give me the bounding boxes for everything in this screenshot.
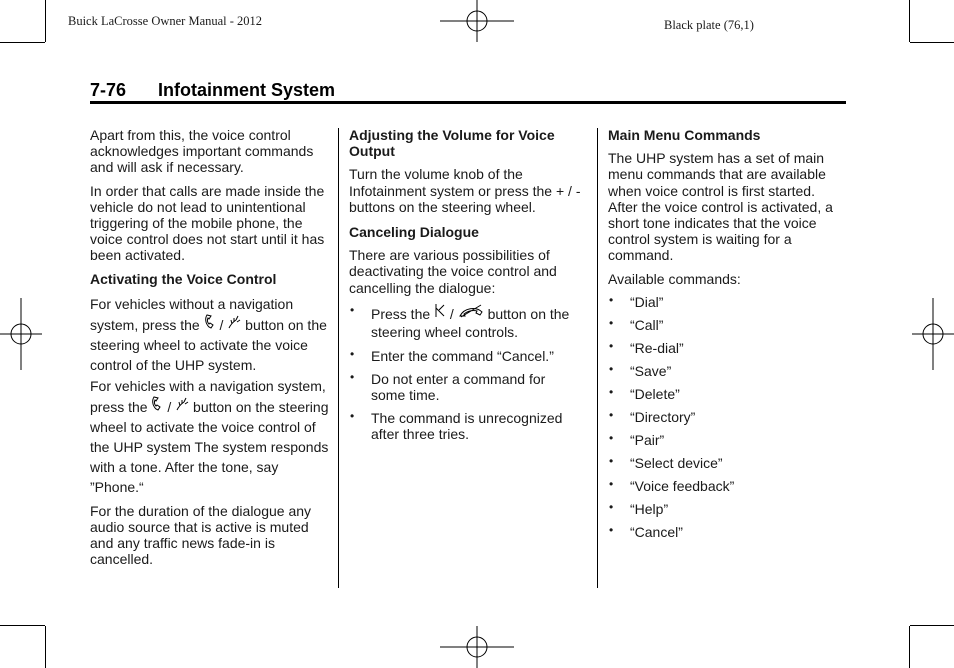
subheading-cancel: Canceling Dialogue — [349, 224, 479, 241]
crop-mark — [910, 625, 954, 626]
command-text: “Dial” — [630, 293, 664, 310]
voice-icon — [175, 396, 189, 414]
bullet: • — [609, 384, 614, 399]
command-text: “Directory” — [630, 408, 696, 425]
heading-rule — [90, 101, 846, 104]
command-item — [608, 409, 840, 425]
crop-mark — [909, 626, 910, 668]
list-item — [349, 348, 581, 364]
list-item — [349, 371, 581, 403]
paragraph: For vehicles without a navigation system, press the / button on the steering wheel to activate the voice control of the UHP system. — [90, 295, 327, 373]
command-text: “Re-dial” — [630, 339, 684, 356]
command-text: “Voice feedback” — [630, 477, 735, 494]
bullet: • — [609, 453, 614, 468]
paragraph-text: For vehicles with a navigation system, press the — [90, 377, 326, 415]
crop-mark — [909, 0, 910, 42]
command-text: “Delete” — [630, 385, 680, 402]
list-item — [349, 410, 581, 442]
command-item — [608, 432, 840, 448]
command-item — [608, 340, 840, 356]
list-item-text: Press the — [371, 305, 431, 322]
command-item — [608, 386, 840, 402]
crop-mark — [0, 42, 45, 43]
cancel-options-list — [349, 303, 581, 442]
bullet: • — [609, 407, 614, 422]
list-item-text: The command is unrecognized after three tries. — [371, 409, 563, 443]
paragraph: In order that calls are made inside the vehicle do not lead to unintentional triggering of the mobile phone, the voice control does not start until it has been activated. — [90, 182, 325, 264]
bullet: • — [609, 522, 614, 537]
command-text: “Pair” — [630, 431, 665, 448]
column-2 — [349, 127, 581, 449]
command-item — [608, 294, 840, 310]
command-item — [608, 317, 840, 333]
command-text: “Save” — [630, 362, 672, 379]
crop-mark — [910, 42, 954, 43]
command-item — [608, 363, 840, 379]
paragraph-text: For vehicles without a navigation system, press the — [90, 295, 294, 333]
bullet: • — [609, 292, 614, 307]
paragraph: For vehicles with a navigation system, press the / button on the steering wheel to activate the voice control of the UHP system The system responds with a tone. After the tone, say ”Phone.“ — [90, 377, 329, 495]
mute-icon — [434, 303, 446, 321]
hang-up-icon — [458, 304, 484, 321]
command-item — [608, 478, 840, 494]
subheading-activating: Activating the Voice Control — [90, 270, 277, 287]
registration-mark-right — [912, 296, 954, 372]
bullet: • — [609, 499, 614, 514]
list-item-text: Enter the command “Cancel.” — [371, 347, 554, 364]
command-text: “Cancel” — [630, 523, 683, 540]
paragraph: There are various possibilities of deactivating the voice control and cancelling the dialogue: — [349, 247, 557, 296]
bullet: • — [609, 476, 614, 491]
command-item — [608, 501, 840, 517]
paragraph: For the duration of the dialogue any audio source that is active is muted and any traffic news fade-in is cancelled. — [90, 502, 312, 568]
subheading-volume: Adjusting the Volume for Voice Output — [349, 127, 555, 160]
plate-label: Black plate (76,1) — [664, 18, 754, 32]
registration-mark-top — [438, 0, 516, 42]
column-1 — [90, 127, 330, 575]
bullet: • — [350, 408, 355, 423]
command-item — [608, 455, 840, 471]
paragraph-text: button on the steering wheel to activate the voice control of the UHP system The system responds with a tone. After the tone, say ”Phone.“ — [90, 398, 329, 495]
paragraph: Turn the volume knob of the Infotainment system or press the + / - buttons on the steering wheel. — [349, 166, 581, 215]
subheading-main-menu: Main Menu Commands — [608, 127, 761, 143]
bullet: • — [609, 338, 614, 353]
crop-mark — [0, 625, 45, 626]
column-divider — [597, 128, 598, 588]
paragraph-text: button on the steering wheel to activate the voice control of the UHP system. — [90, 316, 327, 373]
command-text: “Select device” — [630, 454, 723, 471]
list-item-text: button on the steering wheel controls. — [371, 305, 570, 340]
crop-mark — [45, 0, 46, 42]
bullet: • — [350, 302, 355, 317]
registration-mark-left — [0, 296, 42, 372]
bullet: • — [609, 315, 614, 330]
command-text: “Call” — [630, 316, 664, 333]
list-item-text: Do not enter a command for some time. — [371, 370, 546, 403]
paragraph: Available commands: — [608, 270, 741, 287]
paragraph: Apart from this, the voice control acknowledges important commands and will ask if necessary. — [90, 127, 314, 176]
section-heading — [90, 80, 335, 101]
phone-icon — [204, 314, 216, 332]
bullet: • — [350, 346, 355, 361]
manual-title: Buick LaCrosse Owner Manual - 2012 — [68, 14, 263, 28]
command-text: “Help” — [630, 500, 669, 517]
section-title: Infotainment System — [158, 80, 336, 100]
command-item — [608, 524, 840, 540]
page-number: 7-76 — [90, 80, 127, 100]
registration-mark-bottom — [438, 626, 516, 668]
crop-mark — [45, 626, 46, 668]
list-item: • Press the / button on the steering wheel controls. — [350, 302, 570, 340]
bullet: • — [609, 430, 614, 445]
column-divider — [338, 128, 339, 588]
bullet: • — [609, 361, 614, 376]
column-3 — [608, 127, 840, 547]
phone-icon — [151, 396, 163, 414]
voice-icon — [227, 314, 241, 332]
paragraph: The UHP system has a set of main menu commands that are available when voice control is first started. After the voice control is activated, a short tone indicates that the voice control system is waiting for a command. — [608, 150, 833, 264]
bullet: • — [350, 369, 355, 384]
commands-list — [608, 294, 840, 540]
